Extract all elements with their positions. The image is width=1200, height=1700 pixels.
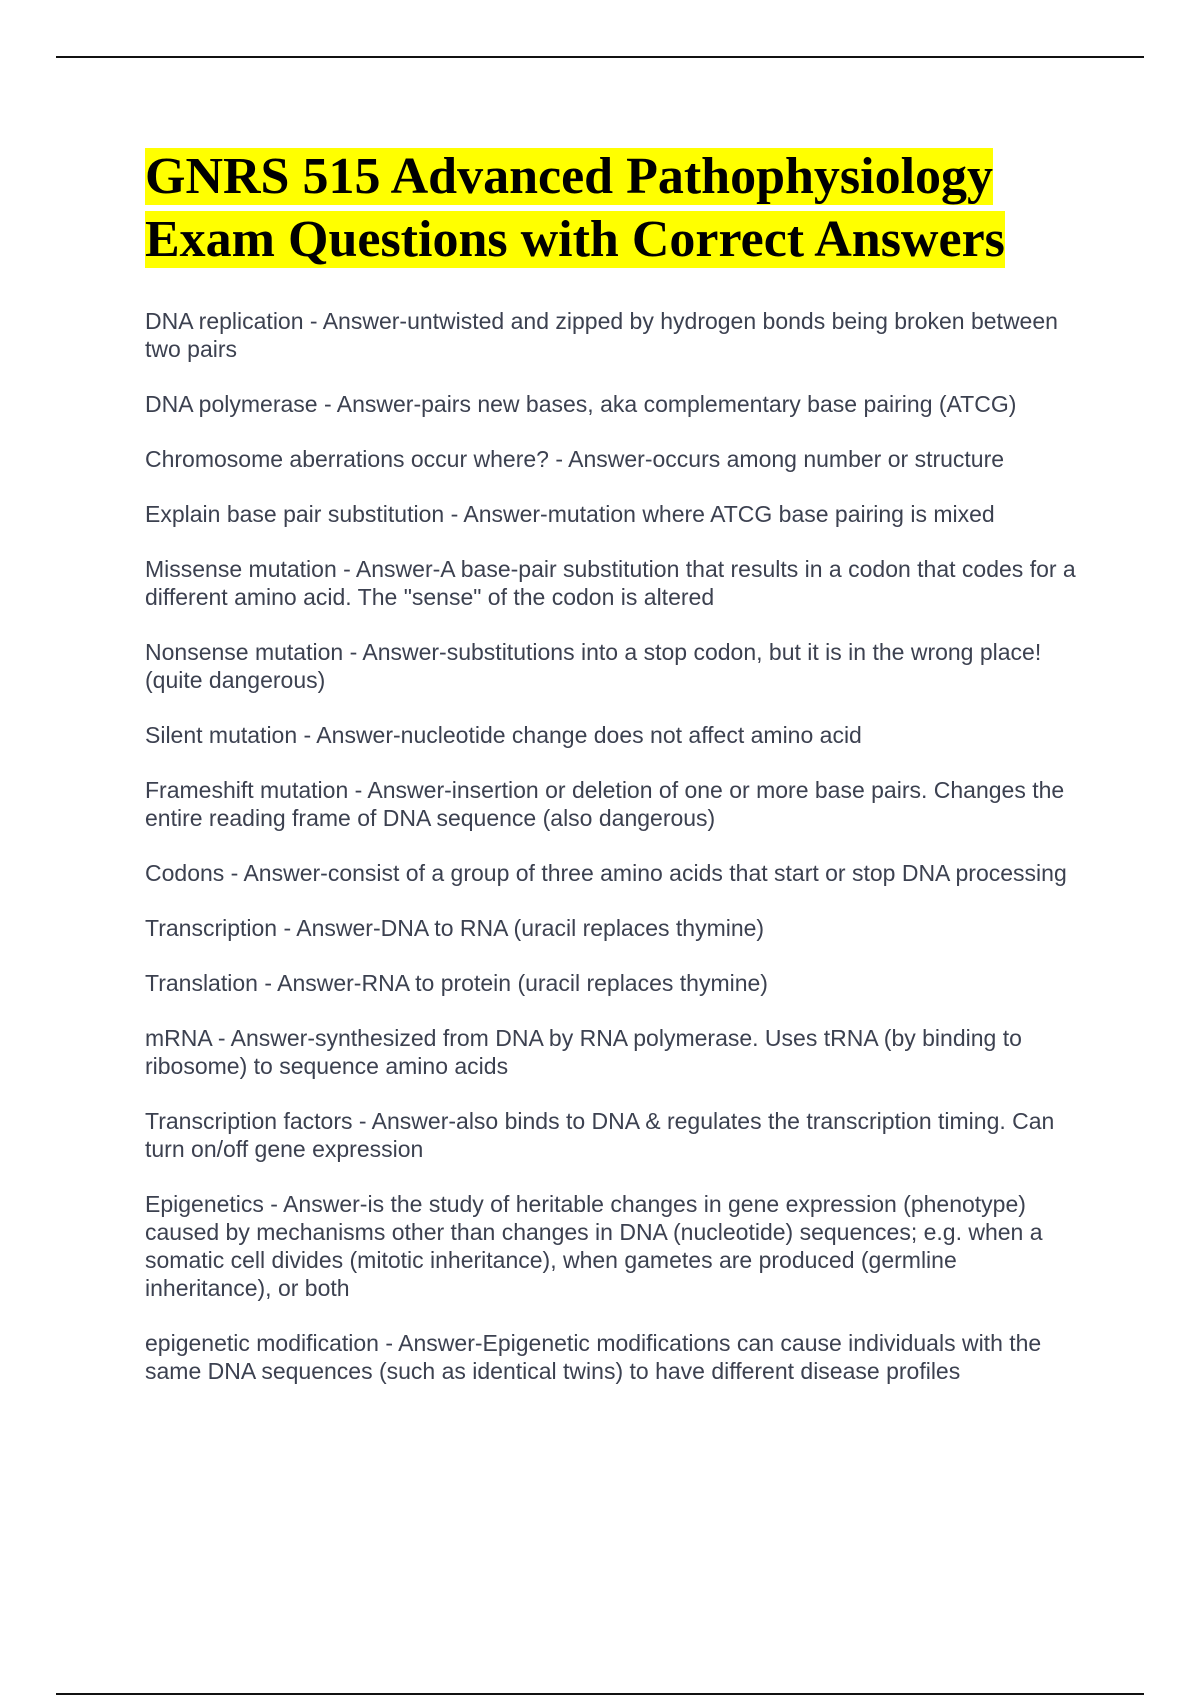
qa-item: [145, 1190, 1085, 1302]
qa-term: Nonsense mutation: [145, 639, 344, 665]
qa-item: [145, 555, 1085, 611]
qa-item: [145, 914, 1085, 942]
qa-answer-separator: - Answer-: [548, 446, 653, 472]
qa-term: Explain base pair substitution: [145, 501, 445, 527]
qa-term: Transcription factors: [145, 1108, 353, 1134]
qa-answer: consist of a group of three amino acids that start or stop DNA processing: [327, 860, 1067, 886]
qa-answer-separator: - Answer-: [343, 639, 447, 665]
top-rule: [56, 56, 1144, 58]
qa-term: DNA replication: [145, 308, 304, 334]
qa-answer-separator: - Answer-: [336, 556, 441, 582]
qa-answer: RNA to protein (uracil replaces thymine): [361, 970, 768, 996]
qa-answer-separator: - Answer-: [211, 1025, 315, 1051]
qa-answer: is the study of heritable changes in gene expression (phenotype) caused by mechanisms other than changes in DNA (nucleotide) sequences; e.g. when a somatic cell divides (mitotic inheritance), when gametes are produced (germline inheritance), or both: [145, 1191, 1043, 1301]
qa-answer-separator: - Answer-: [263, 1191, 368, 1217]
qa-answer: Epigenetic modifications can cause individuals with the same DNA sequences (such as identical twins) to have different disease profiles: [145, 1330, 1042, 1384]
qa-answer-separator: - Answer-: [257, 970, 362, 996]
qa-item: [145, 445, 1085, 473]
qa-answer: pairs new bases, aka complementary base pairing (ATCG): [421, 391, 1017, 417]
qa-item: [145, 1329, 1085, 1385]
qa-answer: insertion or deletion of one or more base pairs. Changes the entire reading frame of DNA sequence (also dangerous): [145, 777, 1065, 831]
title-line-2: Exam Questions with Correct Answers: [145, 211, 1005, 268]
qa-item: [145, 859, 1085, 887]
qa-item: [145, 390, 1085, 418]
qa-term: Transcription: [145, 915, 278, 941]
qa-item: [145, 1024, 1085, 1080]
qa-answer: substitutions into a stop codon, but it is in the wrong place! (quite dangerous): [145, 639, 1042, 693]
qa-term: epigenetic modification: [145, 1330, 379, 1356]
qa-answer: synthesized from DNA by RNA polymerase. Uses tRNA (by binding to ribosome) to sequence amino acids: [145, 1025, 1022, 1079]
qa-answer: occurs among number or structure: [652, 446, 1005, 472]
qa-answer: mutation where ATCG base pairing is mixed: [547, 501, 995, 527]
qa-term: DNA polymerase: [145, 391, 318, 417]
qa-answer-separator: - Answer-: [297, 722, 401, 748]
qa-item: [145, 969, 1085, 997]
qa-term: Chromosome aberrations occur where?: [145, 446, 549, 472]
qa-term: Frameshift mutation: [145, 777, 349, 803]
qa-answer-separator: - Answer-: [352, 1108, 457, 1134]
qa-answer: nucleotide change does not affect amino acid: [400, 722, 862, 748]
qa-answer-separator: - Answer-: [348, 777, 452, 803]
qa-answer: DNA to RNA (uracil replaces thymine): [380, 915, 765, 941]
qa-term: mRNA: [145, 1025, 212, 1051]
qa-answer: untwisted and zipped by hydrogen bonds being broken between two pairs: [145, 308, 1058, 362]
title-line-1: GNRS 515 Advanced Pathophysiology: [145, 148, 994, 205]
qa-answer-separator: - Answer-: [317, 391, 422, 417]
qa-answer: also binds to DNA & regulates the transcription timing. Can turn on/off gene expression: [145, 1108, 1055, 1162]
qa-item: [145, 721, 1085, 749]
qa-term: Translation: [145, 970, 258, 996]
qa-term: Missense mutation: [145, 556, 337, 582]
qa-item: [145, 1107, 1085, 1163]
qa-item: [145, 307, 1085, 363]
document-body: [145, 145, 1085, 1412]
qa-answer-separator: - Answer-: [303, 308, 408, 334]
qa-item: [145, 500, 1085, 528]
qa-item: [145, 638, 1085, 694]
qa-term: Codons: [145, 860, 225, 886]
qa-answer-separator: - Answer-: [444, 501, 548, 527]
qa-answer-separator: - Answer-: [277, 915, 381, 941]
qa-item: [145, 776, 1085, 832]
qa-answer-separator: - Answer-: [378, 1330, 483, 1356]
qa-answer: A base-pair substitution that results in a codon that codes for a different amino acid. The "sense" of the codon is altered: [145, 556, 1076, 610]
bottom-rule: [56, 1693, 1144, 1695]
qa-term: Epigenetics: [145, 1191, 264, 1217]
qa-answer-separator: - Answer-: [224, 860, 328, 886]
document-title: [145, 145, 1085, 271]
qa-term: Silent mutation: [145, 722, 298, 748]
qa-list: [145, 307, 1085, 1385]
